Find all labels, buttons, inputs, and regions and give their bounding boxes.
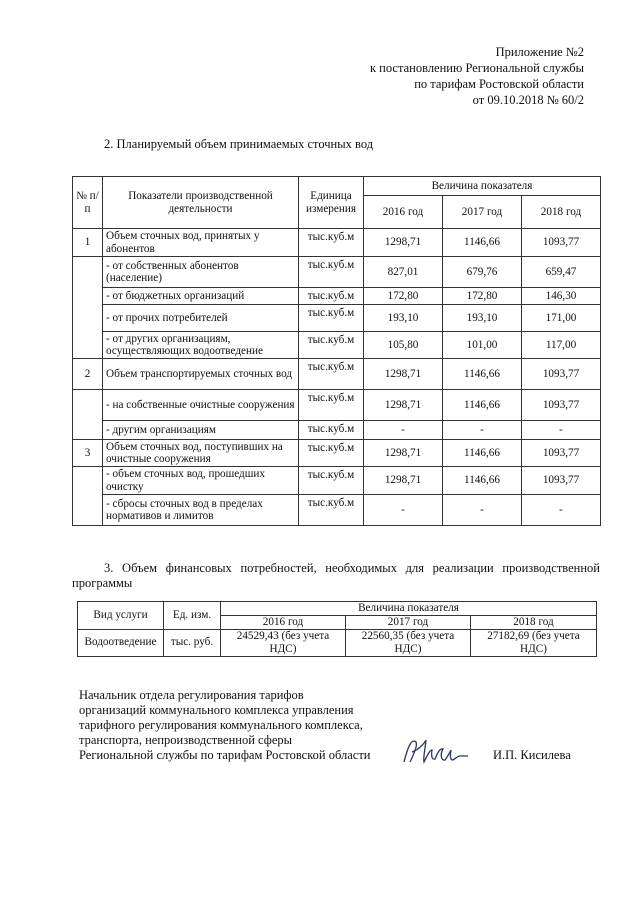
value-cell: 1298,71 [364, 229, 443, 257]
value-cell: - [364, 495, 443, 526]
indicator-cell: - от других организациям, осуществляющих водоотведение [103, 332, 299, 359]
value-cell: 27182,69 (без учета НДС) [471, 629, 597, 656]
unit-cell: тыс.куб.м [299, 495, 364, 526]
header-year: 2016 год [364, 196, 443, 229]
header-year: 2017 год [443, 196, 522, 229]
value-cell: 1093,77 [522, 359, 601, 390]
value-cell: 105,80 [364, 332, 443, 359]
header-year: 2018 год [471, 616, 597, 630]
indicator-cell: - от прочих потребителей [103, 305, 299, 332]
value-cell: 1146,66 [443, 440, 522, 467]
value-cell: 827,01 [364, 257, 443, 288]
row-number-cell: 3 [73, 440, 103, 467]
value-cell: 679,76 [443, 257, 522, 288]
row-number-cell [73, 390, 103, 440]
value-cell: 1093,77 [522, 467, 601, 495]
value-cell: 171,00 [522, 305, 601, 332]
row-number-cell: 1 [73, 229, 103, 257]
header-value-group: Величина показателя [221, 602, 597, 616]
table-row [73, 229, 601, 257]
value-cell: 1093,77 [522, 229, 601, 257]
signer-name: И.П. Кисилева [493, 748, 571, 762]
value-cell: 1146,66 [443, 467, 522, 495]
position-line: транспорта, непроизводственной сферы [79, 733, 293, 747]
position-line: Начальник отдела регулирования тарифов [79, 688, 304, 702]
indicator-cell: - на собственные очистные сооружения [103, 390, 299, 421]
value-cell: 1146,66 [443, 229, 522, 257]
unit-cell: тыс.куб.м [299, 229, 364, 257]
unit-cell: тыс.куб.м [299, 257, 364, 288]
row-number-cell [73, 467, 103, 526]
unit-cell: тыс. руб. [164, 629, 221, 656]
table-row [73, 288, 601, 305]
position-line: тарифного регулирования коммунального комплекса, [79, 718, 363, 732]
header-unit: Ед. изм. [164, 602, 221, 630]
header-year: 2016 год [221, 616, 346, 630]
header-year: 2017 год [346, 616, 471, 630]
indicator-cell: Объем транспортируемых сточных вод [103, 359, 299, 390]
value-cell: 172,80 [364, 288, 443, 305]
header-service: Вид услуги [78, 602, 164, 630]
table-row [73, 467, 601, 495]
value-cell: 1146,66 [443, 390, 522, 421]
value-cell: 1298,71 [364, 390, 443, 421]
wastewater-volume-table [72, 176, 601, 526]
table-row [73, 495, 601, 526]
value-cell: 1146,66 [443, 359, 522, 390]
value-cell: 24529,43 (без учета НДС) [221, 629, 346, 656]
value-cell: 1298,71 [364, 359, 443, 390]
value-cell: 1093,77 [522, 440, 601, 467]
value-cell: 101,00 [443, 332, 522, 359]
indicator-cell: - другим организациям [103, 421, 299, 440]
value-cell: - [522, 421, 601, 440]
value-cell: 22560,35 (без учета НДС) [346, 629, 471, 656]
section2-title: 2. Планируемый объем принимаемых сточных вод [104, 137, 374, 151]
value-cell: 172,80 [443, 288, 522, 305]
value-cell: 659,47 [522, 257, 601, 288]
header-indicator: Показатели производственной деятельности [103, 177, 299, 229]
value-cell: - [443, 421, 522, 440]
value-cell: 1298,71 [364, 440, 443, 467]
handwritten-signature [398, 732, 478, 772]
header-unit: Единица измерения [299, 177, 364, 229]
section3-title: 3. Объем финансовых потребностей, необходимых для реализации производственной программы [72, 561, 600, 590]
value-cell: - [522, 495, 601, 526]
value-cell: 1093,77 [522, 390, 601, 421]
table-row [73, 440, 601, 467]
row-number-cell: 2 [73, 359, 103, 390]
indicator-cell: Объем сточных вод, поступивших на очистные сооружения [103, 440, 299, 467]
unit-cell: тыс.куб.м [299, 288, 364, 305]
signer-position [79, 688, 370, 763]
header-year: 2018 год [522, 196, 601, 229]
value-cell: 117,00 [522, 332, 601, 359]
value-cell: 146,30 [522, 288, 601, 305]
unit-cell: тыс.куб.м [299, 332, 364, 359]
table-row [73, 257, 601, 288]
unit-cell: тыс.куб.м [299, 390, 364, 421]
value-cell: - [364, 421, 443, 440]
appendix-line: по тарифам Ростовской области [414, 77, 584, 91]
service-cell: Водоотведение [78, 629, 164, 656]
table-row [73, 421, 601, 440]
position-line: организаций коммунального комплекса управления [79, 703, 354, 717]
header-num: № п/п [73, 177, 103, 229]
appendix-header [370, 44, 584, 108]
value-cell: 193,10 [364, 305, 443, 332]
unit-cell: тыс.куб.м [299, 467, 364, 495]
header-value-group: Величина показателя [364, 177, 601, 196]
value-cell: - [443, 495, 522, 526]
unit-cell: тыс.куб.м [299, 440, 364, 467]
row-number-cell [73, 257, 103, 359]
value-cell: 1298,71 [364, 467, 443, 495]
appendix-line: к постановлению Региональной службы [369, 61, 584, 75]
appendix-line: от 09.10.2018 № 60/2 [472, 93, 584, 107]
unit-cell: тыс.куб.м [299, 305, 364, 332]
financial-needs-table [77, 601, 597, 657]
indicator-cell: - сбросы сточных вод в пределах нормативов и лимитов [103, 495, 299, 526]
indicator-cell: Объем сточных вод, принятых у абонентов [103, 229, 299, 257]
unit-cell: тыс.куб.м [299, 421, 364, 440]
indicator-cell: - от собственных абонентов (население) [103, 257, 299, 288]
unit-cell: тыс.куб.м [299, 359, 364, 390]
table-row [73, 390, 601, 421]
indicator-cell: - объем сточных вод, прошедших очистку [103, 467, 299, 495]
table-row [73, 305, 601, 332]
value-cell: 193,10 [443, 305, 522, 332]
table-row [73, 332, 601, 359]
table-row [73, 359, 601, 390]
position-line: Региональной службы по тарифам Ростовской области [79, 748, 371, 762]
indicator-cell: - от бюджетных организаций [103, 288, 299, 305]
appendix-line: Приложение №2 [495, 45, 584, 59]
